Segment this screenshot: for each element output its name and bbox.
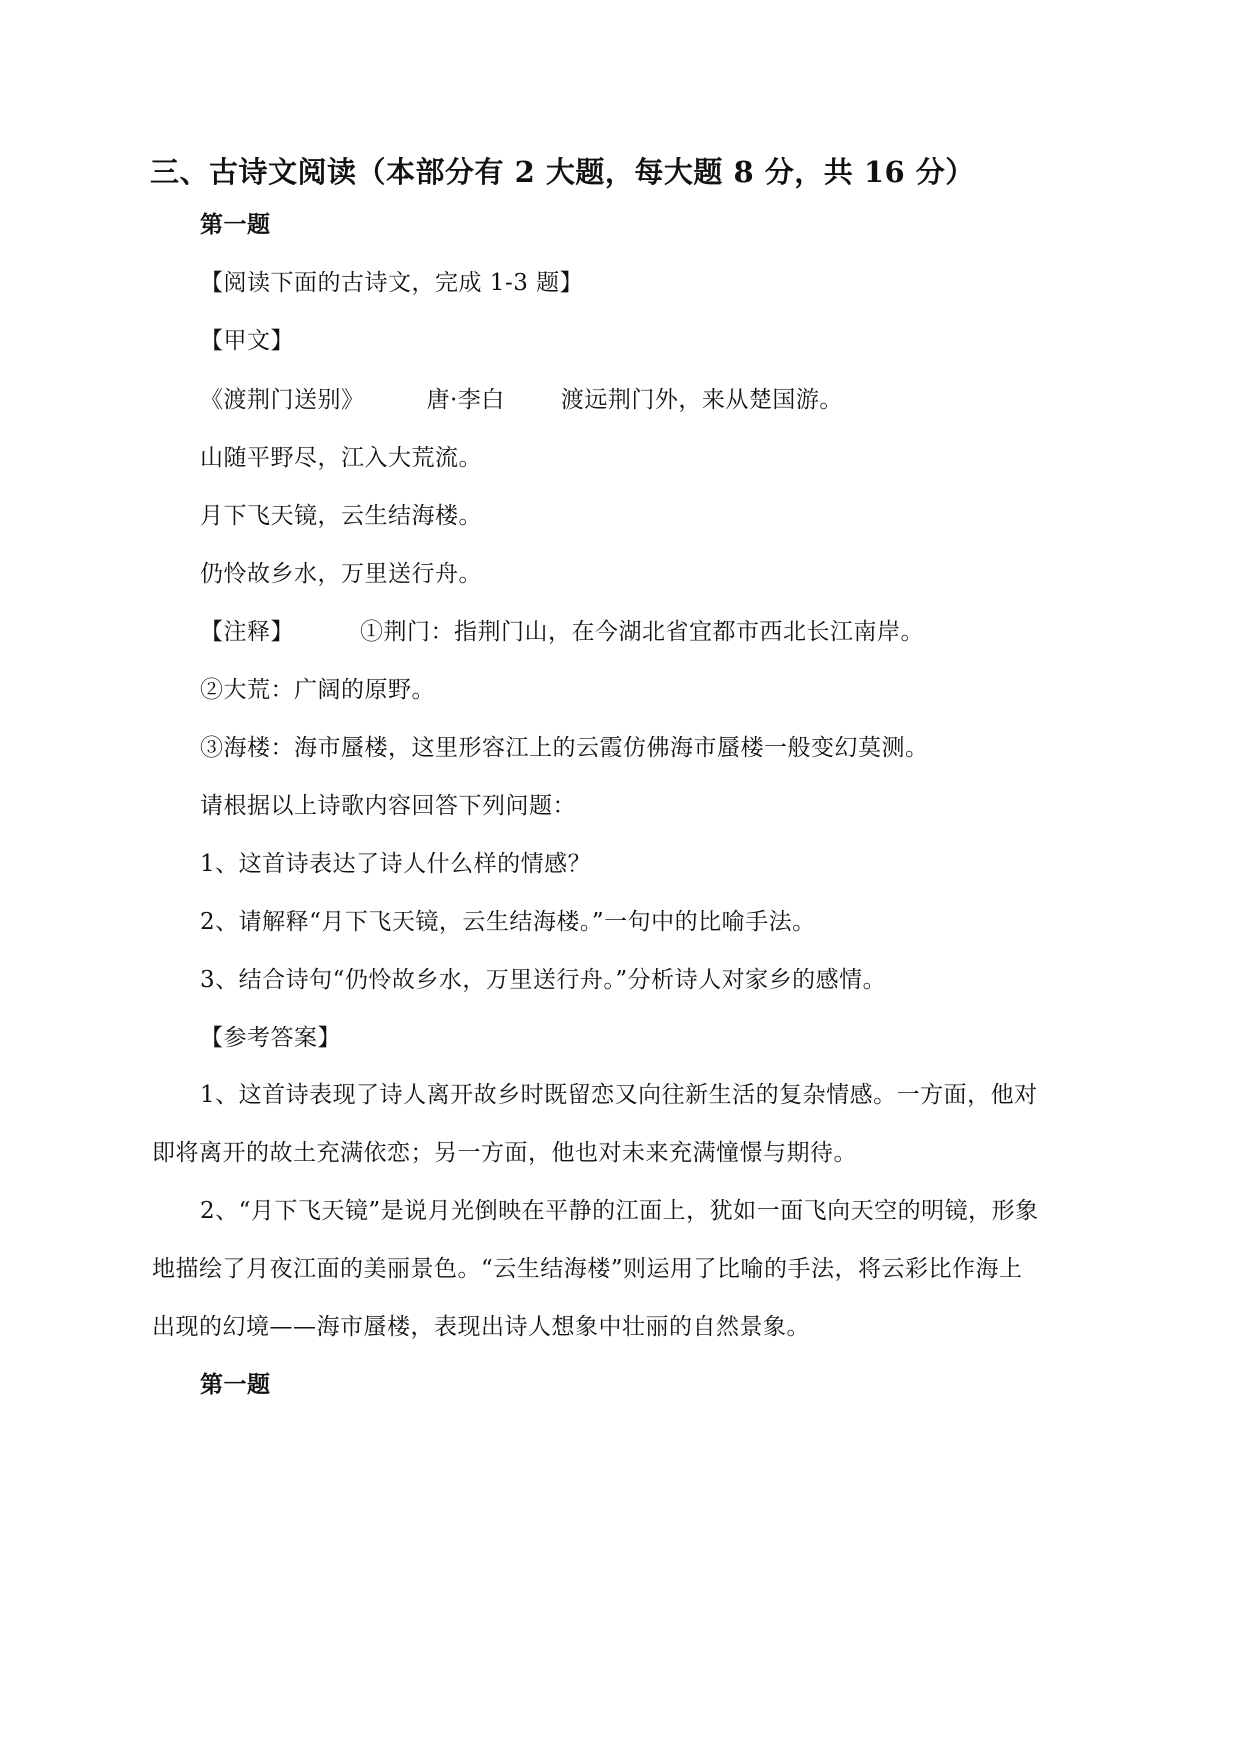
answer-2-line-2: 地描绘了月夜江面的美丽景色。“云生结海楼”则运用了比喻的手法，将云彩比作海上 [152,1256,1023,1282]
notes-line-1 [200,617,924,647]
poem-title: 《渡荆门送别》 [200,387,365,413]
note-2: ②大荒：广阔的原野。 [200,677,435,703]
poem-line-2: 山随平野尽，江入大荒流。 [200,445,482,471]
poem-header-line [200,385,843,415]
poem-line-1: 渡远荆门外，来从楚国游。 [560,387,843,413]
answer-2-line-3: 出现的幻境——海市蜃楼，表现出诗人想象中壮丽的自然景象。 [152,1314,810,1340]
answer-1-line-2: 即将离开的故土充满依恋；另一方面，他也对未来充满憧憬与期待。 [152,1140,857,1166]
jia-wen-label: 【甲文】 [200,328,294,354]
question-heading-1: 第一题 [200,211,271,238]
poem-line-4: 仍怜故乡水，万里送行舟。 [200,561,482,587]
answer-1-line-1: 1、这首诗表现了诗人离开故乡时既留恋又向往新生活的复杂情感。一方面，他对 [200,1082,1038,1108]
question-1: 1、这首诗表达了诗人什么样的情感？ [200,851,592,877]
question-2: 2、请解释“月下飞天镜，云生结海楼。”一句中的比喻手法。 [200,909,816,935]
reading-instruction: 【阅读下面的古诗文，完成 1-3 题】 [200,270,584,296]
poem-author: 唐·李白 [426,387,505,413]
answer-label: 【参考答案】 [200,1025,341,1051]
section-title: 三、古诗文阅读（本部分有 2 大题，每大题 8 分，共 16 分） [150,155,975,189]
note-1: ①荆门：指荆门山，在今湖北省宜都市西北长江南岸。 [360,619,924,645]
note-3: ③海楼：海市蜃楼，这里形容江上的云霞仿佛海市蜃楼一般变幻莫测。 [200,735,929,761]
notes-label: 【注释】 [200,619,294,645]
poem-line-3: 月下飞天镜，云生结海楼。 [200,503,482,529]
question-heading-2: 第一题 [200,1371,271,1398]
answer-2-line-1: 2、“月下飞天镜”是说月光倒映在平静的江面上，犹如一面飞向天空的明镜，形象 [200,1198,1039,1224]
question-3: 3、结合诗句“仍怜故乡水，万里送行舟。”分析诗人对家乡的感情。 [200,967,887,993]
questions-intro: 请根据以上诗歌内容回答下列问题： [200,793,576,819]
